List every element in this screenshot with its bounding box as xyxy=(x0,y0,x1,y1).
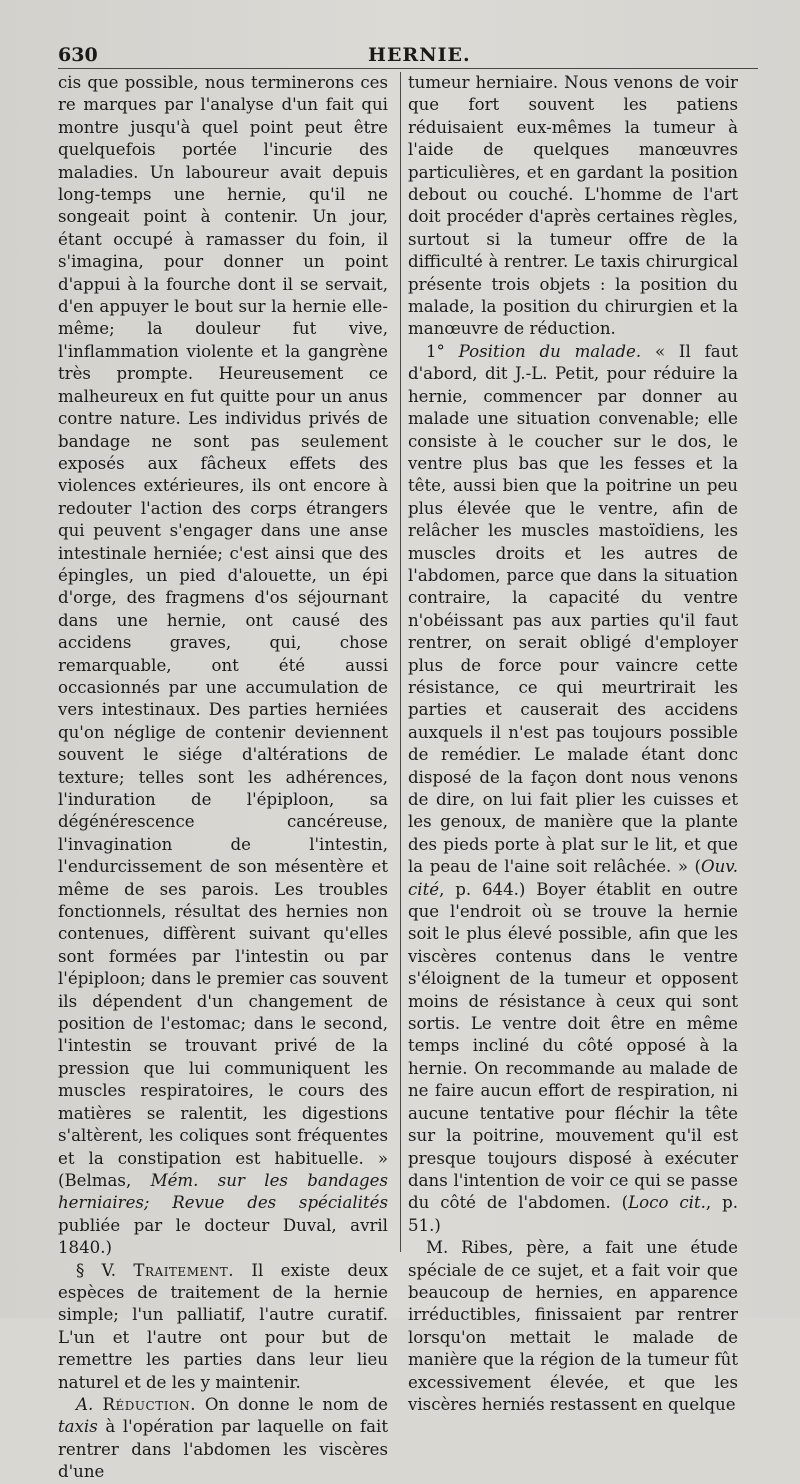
header-rule xyxy=(58,68,758,69)
right-column xyxy=(408,72,738,1416)
page-header xyxy=(58,44,760,70)
running-title: HERNIE. xyxy=(368,44,471,66)
right-paragraph-3: M. Ribes, père, a fait une étude spéciale de ce sujet, et a fait voir que beaucoup de hernies, en apparence irréductibles, finissaient par rentrer lorsqu'on mettait le malade de manière que la région de la tumeur fût excessivement élevée, et que les viscères herniés restassent en quelque xyxy=(408,1238,738,1414)
item-number: 1° xyxy=(426,341,459,361)
right-paragraph-2 xyxy=(408,341,738,1237)
right-p2-text-3: , p. 51.) xyxy=(408,1193,738,1235)
column-divider xyxy=(400,72,401,1252)
right-p2-text-2: , p. 644.) Boyer établit en outre que l'endroit où se trouve la hernie soit le plus élevé possible, afin que les viscères contenus dans le ventre s'éloignent de la tumeur et opposent moins de résistance à ceux qui sont sortis. Le ventre doit être en même temps incliné du côté opposé à la hernie. On recommande au malade de ne faire aucun effort de respiration, ni aucune tentative pour fléchir la tête sur la poitrine, mouvement qu'il est presque toujours disposé à exécuter dans l'intention de voir ce qui se passe du côté de l'abdomen. ( xyxy=(408,879,738,1213)
left-p1-citation: Mém. sur les bandages herniaires; Revue des spécialités xyxy=(58,1170,388,1213)
subsection-letter: A. xyxy=(76,1394,94,1414)
right-paragraph-1: tumeur herniaire. Nous venons de voir que fort souvent les patiens réduisaient eux-mêmes la tumeur à l'aide de quelques manœuvres particulières, et en gardant la position debout ou couché. L'homme de l'art doit procéder d'après certaines règles, surtout si la tumeur offre de la difficulté à rentrer. Le taxis chirurgical présente trois objets : la position du malade, la position du chirurgien et la manœuvre de réduction. xyxy=(408,73,738,339)
left-p1-text: cis que possible, nous terminerons ces re marques par l'analyse d'un fait qui montre jusqu'à quel point peut être quelquefois portée l'incurie des maladies. Un laboureur avait depuis long-temps une hernie, qu'il ne songeait point à contenir. Un jour, étant occupé à ramasser du foin, il s'imagina, pour donner un point d'appui à la fourche dont il se servait, d'en appuyer le bout sur la hernie elle-même; la douleur fut vive, l'inflammation violente et la gangrène très prompte. Heureusement ce malheureux en fut quitte pour un anus contre nature. Les individus privés de bandage ne sont pas seulement exposés aux fâcheux effets des violences extérieures, ils ont encore à redouter l'action des corps étrangers qui peuvent s'engager dans une anse intestinale herniée; c'est ainsi que des épingles, un pied d'alouette, un épi d'orge, des fragmens d'os séjournant dans une hernie, ont causé des accidens graves, qui, chose remarquable, ont été aussi occasionnés par une accumulation de vers intestinaux. Des parties herniées qu'on néglige de contenir deviennent souvent le siége d'altérations de texture; telles sont les adhérences, l'induration de l'épiploon, sa dégénérescence cancéreuse, l'invagination de l'intestin, l'endurcissement de son mésentère et même de ses parois. Les troubles fonctionnels, résultat des hernies non contenues, diffèrent suivant qu'elles sont formées par l'intestin ou par l'épiploon; dans le premier cas souvent ils dépendent d'un changement de position de l'estomac; dans le second, l'intestin se trouvant privé de la pression que lui communiquent les muscles respiratoires, le cours des matières se ralentit, les digestions s'altèrent, les coliques sont fréquentes et la constipation est habituelle. » (Belmas, xyxy=(58,73,388,1190)
left-p3-text-2: à l'opération par laquelle on fait rentrer dans l'abdomen les viscères d'une xyxy=(58,1417,388,1482)
term-taxis: taxis xyxy=(58,1417,98,1437)
citation-ouv-cite: Ouv. cité xyxy=(408,857,738,899)
left-p2-text: Il existe deux espèces de traitement de la hernie simple; l'un palliatif, l'autre curatif. L'un et l'autre ont pour but de remettre les parties dans leur lieu naturel et de les y maintenir. xyxy=(58,1260,389,1392)
section-number: § V. xyxy=(76,1260,134,1280)
left-p3-text-1: On donne le nom de xyxy=(196,1394,388,1414)
item-heading-position: Position du malade. xyxy=(458,341,642,361)
left-column xyxy=(58,72,388,1484)
section-heading-traitement: Traitement. xyxy=(133,1260,235,1280)
page-number: 630 xyxy=(58,44,98,66)
citation-loco-cit: Loco cit. xyxy=(628,1193,706,1213)
left-p1-end: publiée par le docteur Duval, avril 1840.) xyxy=(58,1215,388,1258)
left-paragraph-1 xyxy=(58,72,388,1260)
left-paragraph-3 xyxy=(58,1394,388,1484)
right-p2-text-1: « Il faut d'abord, dit J.-L. Petit, pour réduire la hernie, commencer par donner au malade une situation convenable; elle consiste à le coucher sur le dos, le ventre plus bas que les fesses et la tête, aussi bien que la poitrine un peu plus élevée que le ventre, afin de relâcher les muscles mastoïdiens, les muscles droits et les autres de l'abdomen, parce que dans la situation contraire, la capacité du ventre n'obéissant pas aux parties qu'il faut rentrer, on serait obligé d'employer plus de force pour vaincre cette résistance, ce qui meurtrirait les parties et causerait des accidens auxquels il n'est pas toujours possible de remédier. Le malade étant donc disposé de la façon dont nous venons de dire, on lui fait plier les cuisses et les genoux, de manière que la plante des pieds porte à plat sur le lit, et que la peau de l'aine soit relâchée. » ( xyxy=(408,341,738,877)
left-paragraph-2 xyxy=(58,1260,388,1394)
subsection-heading-reduction: Réduction. xyxy=(93,1394,197,1414)
